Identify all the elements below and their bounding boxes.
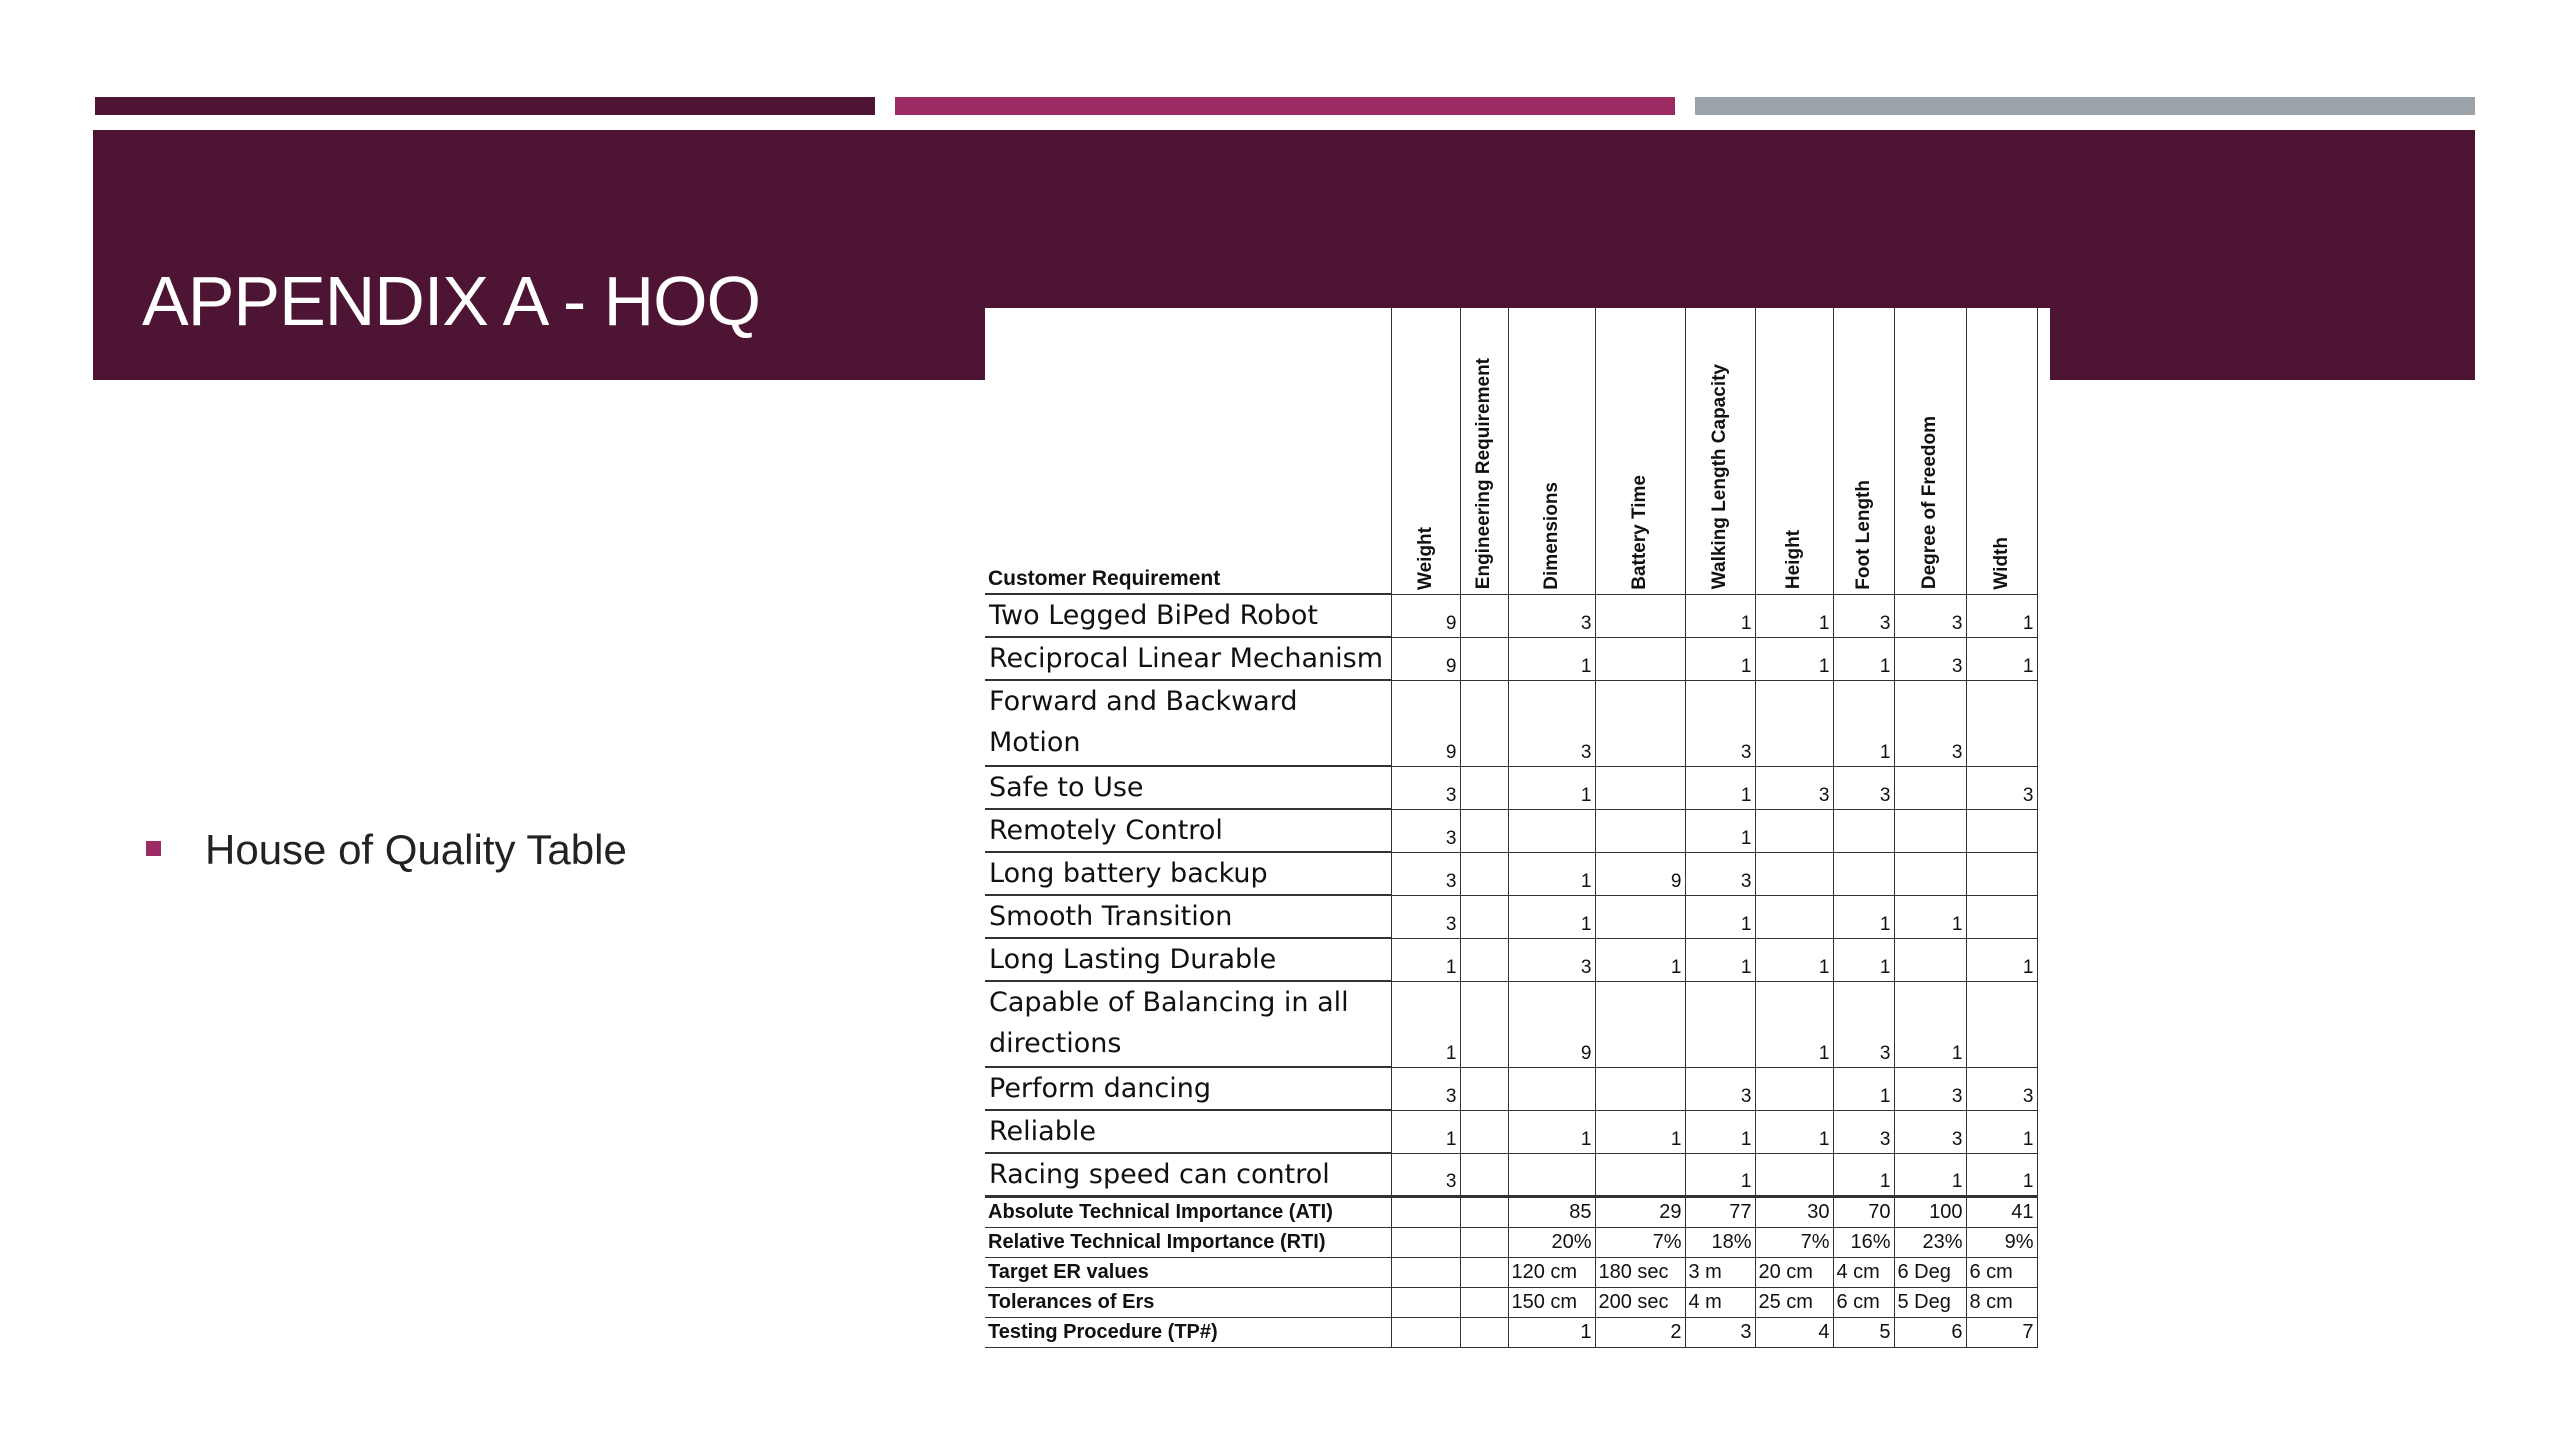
relationship-cell: 1 — [1685, 1153, 1755, 1197]
customer-requirement-cell: Racing speed can control — [985, 1153, 1391, 1197]
relationship-cell — [1595, 680, 1685, 766]
weight-cell: 3 — [1391, 766, 1460, 809]
summary-empty-cell — [1391, 1228, 1460, 1258]
summary-row — [985, 1288, 2037, 1318]
relationship-cell: 3 — [1833, 1110, 1894, 1153]
hoq-body — [985, 594, 2037, 1197]
customer-requirement-cell: Long Lasting Durable — [985, 938, 1391, 981]
summary-empty-cell — [1391, 1318, 1460, 1348]
relationship-cell: 9 — [1508, 981, 1595, 1067]
summary-empty-cell — [1391, 1258, 1460, 1288]
table-row — [985, 766, 2037, 809]
summary-value-cell: 4 — [1755, 1318, 1833, 1348]
relationship-cell: 1 — [1685, 809, 1755, 852]
relationship-cell: 1 — [1685, 895, 1755, 938]
summary-value-cell: 7 — [1966, 1318, 2037, 1348]
summary-value-cell: 6 — [1894, 1318, 1966, 1348]
relationship-cell: 1 — [1966, 938, 2037, 981]
relationship-cell: 1 — [1966, 594, 2037, 637]
column-header — [1894, 308, 1966, 594]
column-header-label: Width — [1990, 536, 2012, 590]
relationship-cell: 3 — [1833, 766, 1894, 809]
relationship-cell: 3 — [1685, 852, 1755, 895]
engineering-requirement-cell — [1460, 594, 1508, 637]
summary-value-cell: 3 m — [1685, 1258, 1755, 1288]
relationship-cell: 1 — [1685, 594, 1755, 637]
relationship-cell: 1 — [1508, 637, 1595, 680]
summary-value-cell: 20% — [1508, 1228, 1595, 1258]
relationship-cell — [1508, 1067, 1595, 1110]
relationship-cell: 1 — [1755, 1110, 1833, 1153]
relationship-cell — [1833, 809, 1894, 852]
relationship-cell: 1 — [1894, 1153, 1966, 1197]
table-row — [985, 852, 2037, 895]
top-bar-gray — [1695, 97, 2475, 115]
engineering-requirement-cell — [1460, 766, 1508, 809]
customer-requirement-cell: Perform dancing — [985, 1067, 1391, 1110]
relationship-cell: 3 — [1833, 594, 1894, 637]
relationship-cell — [1595, 766, 1685, 809]
relationship-cell: 3 — [1508, 680, 1595, 766]
summary-value-cell: 29 — [1595, 1197, 1685, 1228]
relationship-cell: 1 — [1833, 637, 1894, 680]
weight-cell: 3 — [1391, 1067, 1460, 1110]
summary-empty-cell — [1460, 1288, 1508, 1318]
relationship-cell: 1 — [1833, 1153, 1894, 1197]
engineering-requirement-cell — [1460, 1110, 1508, 1153]
summary-value-cell: 25 cm — [1755, 1288, 1833, 1318]
relationship-cell: 3 — [1894, 1067, 1966, 1110]
column-header-label: Dimensions — [1540, 481, 1562, 590]
hoq-table-container — [985, 308, 2050, 1343]
hoq-table — [985, 308, 2038, 1348]
relationship-cell — [1508, 1153, 1595, 1197]
relationship-cell — [1894, 852, 1966, 895]
summary-value-cell: 100 — [1894, 1197, 1966, 1228]
weight-header — [1391, 308, 1460, 594]
top-bar-accent — [895, 97, 1675, 115]
relationship-cell: 1 — [1755, 594, 1833, 637]
customer-requirement-cell: Reliable — [985, 1110, 1391, 1153]
relationship-cell: 1 — [1595, 938, 1685, 981]
engineering-requirement-cell — [1460, 1067, 1508, 1110]
column-header-label: Height — [1783, 530, 1804, 590]
relationship-cell: 3 — [1508, 594, 1595, 637]
summary-row — [985, 1197, 2037, 1228]
engineering-requirement-cell — [1460, 809, 1508, 852]
top-bar-dark — [95, 97, 875, 115]
summary-value-cell: 85 — [1508, 1197, 1595, 1228]
engineering-requirement-cell — [1460, 938, 1508, 981]
table-row — [985, 594, 2037, 637]
summary-row — [985, 1258, 2037, 1288]
relationship-cell — [1755, 1153, 1833, 1197]
summary-value-cell: 6 cm — [1966, 1258, 2037, 1288]
relationship-cell: 1 — [1833, 680, 1894, 766]
relationship-cell: 1 — [1595, 1110, 1685, 1153]
weight-cell: 3 — [1391, 852, 1460, 895]
relationship-cell: 3 — [1894, 637, 1966, 680]
summary-value-cell: 77 — [1685, 1197, 1755, 1228]
table-row — [985, 1153, 2037, 1197]
relationship-cell: 3 — [1685, 1067, 1755, 1110]
relationship-cell: 1 — [1685, 1110, 1755, 1153]
relationship-cell — [1966, 895, 2037, 938]
relationship-cell — [1595, 637, 1685, 680]
summary-value-cell: 1 — [1508, 1318, 1595, 1348]
summary-value-cell: 5 Deg — [1894, 1288, 1966, 1318]
summary-empty-cell — [1391, 1197, 1460, 1228]
summary-label: Absolute Technical Importance (ATI) — [985, 1197, 1391, 1228]
weight-cell: 1 — [1391, 1110, 1460, 1153]
relationship-cell: 1 — [1685, 938, 1755, 981]
summary-value-cell: 7% — [1595, 1228, 1685, 1258]
summary-value-cell: 70 — [1833, 1197, 1894, 1228]
column-header-label: Degree of Freedom — [1919, 416, 1940, 590]
engineering-requirement-cell — [1460, 981, 1508, 1067]
relationship-cell: 1 — [1508, 852, 1595, 895]
relationship-cell: 1 — [1894, 895, 1966, 938]
relationship-cell: 1 — [1508, 895, 1595, 938]
relationship-cell — [1894, 809, 1966, 852]
relationship-cell: 1 — [1755, 637, 1833, 680]
engineering-requirement-header — [1460, 308, 1508, 594]
relationship-cell: 3 — [1894, 680, 1966, 766]
customer-requirement-cell: Safe to Use — [985, 766, 1391, 809]
relationship-cell — [1755, 680, 1833, 766]
relationship-cell — [1894, 938, 1966, 981]
summary-empty-cell — [1460, 1197, 1508, 1228]
slide-title: APPENDIX A - HOQ — [142, 262, 761, 340]
table-row — [985, 1067, 2037, 1110]
summary-row — [985, 1228, 2037, 1258]
column-header-label: Battery Time — [1629, 474, 1650, 590]
relationship-cell — [1833, 852, 1894, 895]
relationship-cell — [1595, 1153, 1685, 1197]
customer-requirement-cell: Remotely Control — [985, 809, 1391, 852]
relationship-cell — [1755, 809, 1833, 852]
customer-requirement-cell: Capable of Balancing in all directions — [985, 981, 1391, 1067]
relationship-cell: 1 — [1685, 637, 1755, 680]
relationship-cell: 1 — [1966, 637, 2037, 680]
column-header — [1755, 308, 1833, 594]
relationship-cell — [1966, 680, 2037, 766]
engineering-requirement-header-label: Engineering Requirement — [1473, 358, 1494, 590]
summary-value-cell: 4 cm — [1833, 1258, 1894, 1288]
summary-value-cell: 6 cm — [1833, 1288, 1894, 1318]
summary-empty-cell — [1460, 1318, 1508, 1348]
summary-value-cell: 23% — [1894, 1228, 1966, 1258]
relationship-cell: 3 — [1894, 1110, 1966, 1153]
relationship-cell: 3 — [1966, 1067, 2037, 1110]
relationship-cell — [1595, 1067, 1685, 1110]
relationship-cell — [1595, 895, 1685, 938]
relationship-cell: 9 — [1595, 852, 1685, 895]
column-header-label: Walking Length Capacity — [1709, 364, 1730, 590]
summary-value-cell: 150 cm — [1508, 1288, 1595, 1318]
relationship-cell — [1966, 852, 2037, 895]
column-header — [1508, 308, 1595, 594]
summary-empty-cell — [1460, 1228, 1508, 1258]
weight-cell: 3 — [1391, 895, 1460, 938]
bullet-square-icon — [146, 841, 161, 856]
hoq-summary — [985, 1197, 2037, 1348]
table-row — [985, 637, 2037, 680]
relationship-cell: 3 — [1755, 766, 1833, 809]
relationship-cell: 1 — [1833, 938, 1894, 981]
summary-label: Target ER values — [985, 1258, 1391, 1288]
summary-value-cell: 6 Deg — [1894, 1258, 1966, 1288]
weight-cell: 1 — [1391, 938, 1460, 981]
summary-value-cell: 5 — [1833, 1318, 1894, 1348]
summary-label: Testing Procedure (TP#) — [985, 1318, 1391, 1348]
table-row — [985, 809, 2037, 852]
customer-requirement-cell: Long battery backup — [985, 852, 1391, 895]
relationship-cell: 1 — [1966, 1153, 2037, 1197]
summary-value-cell: 180 sec — [1595, 1258, 1685, 1288]
customer-requirement-cell: Forward and Backward Motion — [985, 680, 1391, 766]
relationship-cell — [1755, 895, 1833, 938]
weight-header-label: Weight — [1414, 526, 1436, 590]
summary-value-cell: 18% — [1685, 1228, 1755, 1258]
column-header — [1595, 308, 1685, 594]
relationship-cell — [1595, 594, 1685, 637]
summary-empty-cell — [1391, 1288, 1460, 1318]
customer-requirement-cell: Two Legged BiPed Robot — [985, 594, 1391, 637]
relationship-cell — [1966, 981, 2037, 1067]
summary-value-cell: 16% — [1833, 1228, 1894, 1258]
relationship-cell: 3 — [1685, 680, 1755, 766]
weight-cell: 9 — [1391, 680, 1460, 766]
weight-cell: 3 — [1391, 1153, 1460, 1197]
summary-value-cell: 120 cm — [1508, 1258, 1595, 1288]
column-header — [1685, 308, 1755, 594]
relationship-cell: 1 — [1894, 981, 1966, 1067]
weight-cell: 9 — [1391, 594, 1460, 637]
relationship-cell — [1755, 1067, 1833, 1110]
relationship-cell — [1894, 766, 1966, 809]
table-row — [985, 981, 2037, 1067]
column-header — [1966, 308, 2037, 594]
weight-cell: 3 — [1391, 809, 1460, 852]
relationship-cell: 3 — [1508, 938, 1595, 981]
summary-value-cell: 8 cm — [1966, 1288, 2037, 1318]
summary-value-cell: 2 — [1595, 1318, 1685, 1348]
relationship-cell: 3 — [1966, 766, 2037, 809]
relationship-cell: 1 — [1966, 1110, 2037, 1153]
relationship-cell: 1 — [1755, 981, 1833, 1067]
relationship-cell — [1966, 809, 2037, 852]
engineering-requirement-cell — [1460, 1153, 1508, 1197]
summary-value-cell: 4 m — [1685, 1288, 1755, 1318]
relationship-cell — [1595, 809, 1685, 852]
customer-requirement-cell: Smooth Transition — [985, 895, 1391, 938]
engineering-requirement-cell — [1460, 852, 1508, 895]
bullet-text: House of Quality Table — [205, 826, 627, 873]
weight-cell: 9 — [1391, 637, 1460, 680]
table-row — [985, 938, 2037, 981]
relationship-cell — [1595, 981, 1685, 1067]
relationship-cell: 3 — [1833, 981, 1894, 1067]
summary-value-cell: 200 sec — [1595, 1288, 1685, 1318]
relationship-cell — [1508, 809, 1595, 852]
relationship-cell: 1 — [1508, 766, 1595, 809]
relationship-cell: 1 — [1833, 1067, 1894, 1110]
summary-value-cell: 7% — [1755, 1228, 1833, 1258]
customer-requirement-header: Customer Requirement — [988, 567, 1221, 590]
summary-row — [985, 1318, 2037, 1348]
column-header — [1833, 308, 1894, 594]
table-row — [985, 680, 2037, 766]
relationship-cell: 1 — [1508, 1110, 1595, 1153]
relationship-cell: 3 — [1894, 594, 1966, 637]
summary-label: Relative Technical Importance (RTI) — [985, 1228, 1391, 1258]
engineering-requirement-cell — [1460, 895, 1508, 938]
relationship-cell — [1685, 981, 1755, 1067]
relationship-cell: 1 — [1755, 938, 1833, 981]
summary-value-cell: 20 cm — [1755, 1258, 1833, 1288]
relationship-cell: 1 — [1833, 895, 1894, 938]
summary-label: Tolerances of Ers — [985, 1288, 1391, 1318]
table-row — [985, 895, 2037, 938]
engineering-requirement-cell — [1460, 680, 1508, 766]
table-row — [985, 1110, 2037, 1153]
summary-value-cell: 9% — [1966, 1228, 2037, 1258]
column-header-label: Foot Length — [1852, 479, 1874, 590]
summary-value-cell: 30 — [1755, 1197, 1833, 1228]
relationship-cell — [1755, 852, 1833, 895]
summary-value-cell: 3 — [1685, 1318, 1755, 1348]
engineering-requirement-cell — [1460, 637, 1508, 680]
summary-value-cell: 41 — [1966, 1197, 2037, 1228]
customer-requirement-cell: Reciprocal Linear Mechanism — [985, 637, 1391, 680]
relationship-cell: 1 — [1685, 766, 1755, 809]
weight-cell: 1 — [1391, 981, 1460, 1067]
summary-empty-cell — [1460, 1258, 1508, 1288]
hoq-header-row — [985, 308, 2037, 594]
